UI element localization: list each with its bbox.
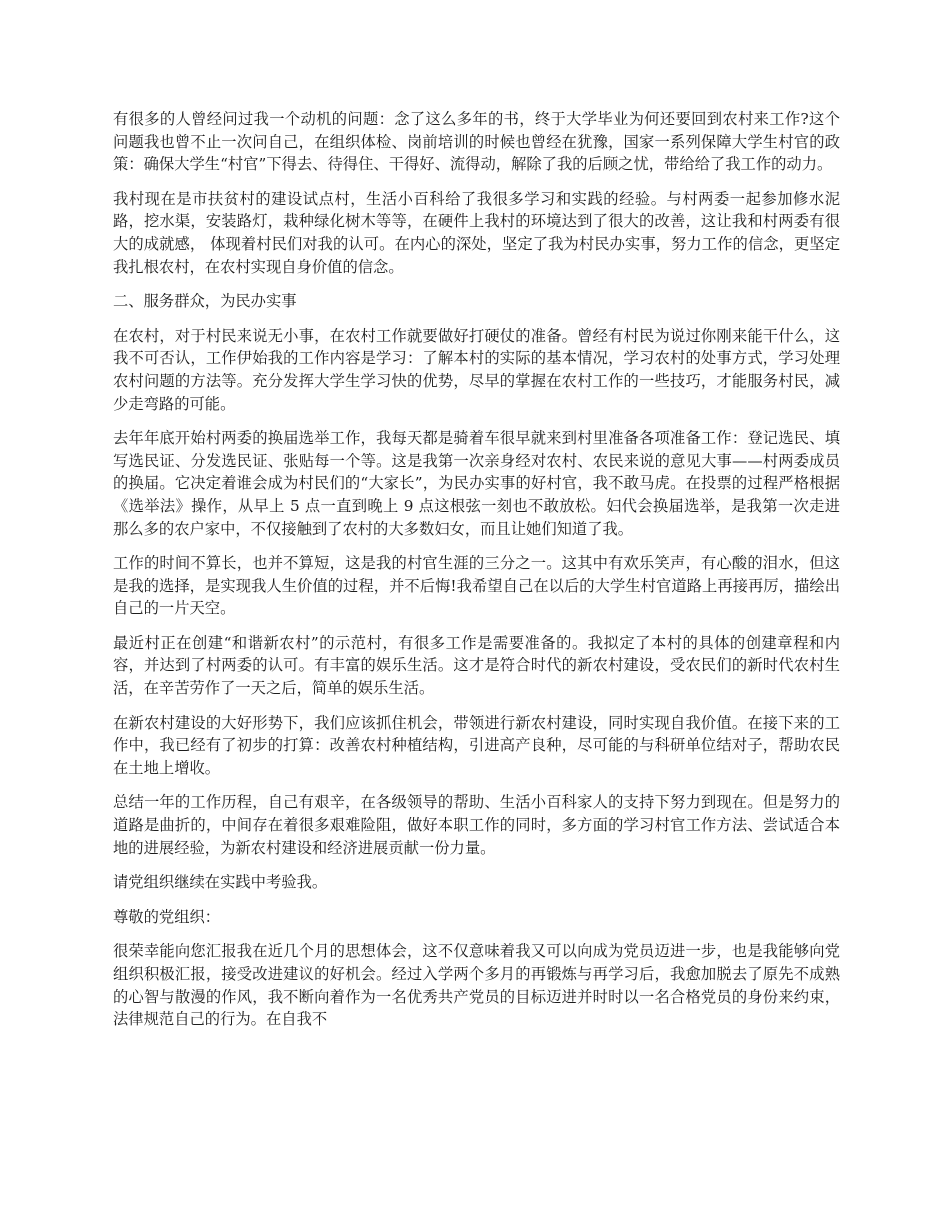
paragraph-motivation: 有很多的人曾经问过我一个动机的问题：念了这么多年的书，终于大学毕业为何还要回到农村来工作?这个问题我也曾不止一次问自己，在组织体检、岗前培训的时候也曾经在犹豫，国家一系列保障大学生村官的政策：确保大学生“村官”下得去、待得住、干得好、流得动，解除了我的后顾之忧，带给给了我工作的动力。 — [113, 110, 840, 174]
paragraph-harmonious-village: 最近村正在创建“和谐新农村”的示范村，有很多工作是需要准备的。我拟定了本村的具体的创建章程和内容，并达到了村两委的认可。有丰富的娱乐生活。这才是符合时代的新农村建设，受农民们的新时代农村生活，在辛苦劳作了一天之后，简单的娱乐生活。 — [113, 633, 840, 698]
paragraph-pilot-village: 我村现在是市扶贫村的建设试点村，生活小百科给了我很多学习和实践的经验。与村两委一起参加修水泥路，挖水渠，安装路灯，栽种绿化树木等等，在硬件上我村的环境达到了很大的改善，这让我和村两委有很大的成就感， 体现着村民们对我的认可。在内心的深处，坚定了我为村民办实事，努力工作的信念，更坚定我扎根农村，在农村实现自身价值的信念。 — [113, 189, 840, 276]
paragraph-rural-work: 在农村，对于村民来说无小事，在农村工作就要做好打硬仗的准备。曾经有村民为说过你刚来能干什么，这我不可否认，工作伊始我的工作内容是学习：了解本村的实际的基本情况，学习农村的处事方式，学习处理农村问题的方法等。充分发挥大学生学习快的优势，尽早的掌握在农村工作的一些技巧，才能服务村民，减少走弯路的可能。 — [113, 326, 840, 413]
paragraph-career-reflection: 工作的时间不算长，也并不算短，这是我的村官生涯的三分之一。这其中有欢乐笑声，有心酸的泪水，但这是我的选择，是实现我人生价值的过程，并不后悔!我希望自己在以后的大学生村官道路上再接再厉，描绘出自己的一片天空。 — [113, 554, 840, 618]
paragraph-request: 请党组织继续在实践中考验我。 — [113, 873, 328, 892]
paragraph-new-village-plan: 在新农村建设的大好形势下，我们应该抓住机会，带领进行新农村建设，同时实现自我价值。在接下来的工作中，我已经有了初步的打算：改善农村种植结构，引进高产良种，尽可能的与科研单位结对子，帮助农民在土地上增收。 — [113, 713, 840, 777]
section-heading-serve-people: 二、服务群众，为民办实事 — [113, 292, 297, 311]
paragraph-year-summary: 总结一年的工作历程，自己有艰辛，在各级领导的帮助、生活小百科家人的支持下努力到现在。但是努力的道路是曲折的，中间存在着很多艰难险阻，做好本职工作的同时，多方面的学习村官工作方法、尝试适合本地的进展经验，为新农村建设和经济进展贡献一份力量。 — [113, 793, 840, 857]
paragraph-election: 去年年底开始村两委的换届选举工作，我每天都是骑着车很早就来到村里准备各项准备工作：登记选民、填写选民证、分发选民证、张贴每一个等。这是我第一次亲身经对农村、农民来说的意见大事——村两委成员的换届。它决定着谁会成为村民们的“大家长”，为民办实事的好村官，我不敢马虎。在投票的过程严格根据《选举法》操作，从早上 5 点一直到晚上 9 点这根弦一刻也不敢放松。妇代会换届选举，是我第一次走进那么多的农户家中，不仅接触到了农村的大多数妇女，而且让她们知道了我。 — [113, 429, 840, 538]
document-body — [113, 108, 840, 1043]
paragraph-thought-report: 很荣幸能向您汇报我在近几个月的思想体会，这不仅意味着我又可以向成为党员迈进一步，也是我能够向党组织积极汇报，接受改进建议的好机会。经过入学两个多月的再锻炼与再学习后，我愈加脱去了原先不成熟的心智与散漫的作风，我不断向着作为一名优秀共产党员的目标迈进并时时以一名合格党员的身份来约束，法律规范自己的行为。在自我不 — [113, 942, 840, 1029]
salutation: 尊敬的党组织： — [113, 907, 221, 926]
